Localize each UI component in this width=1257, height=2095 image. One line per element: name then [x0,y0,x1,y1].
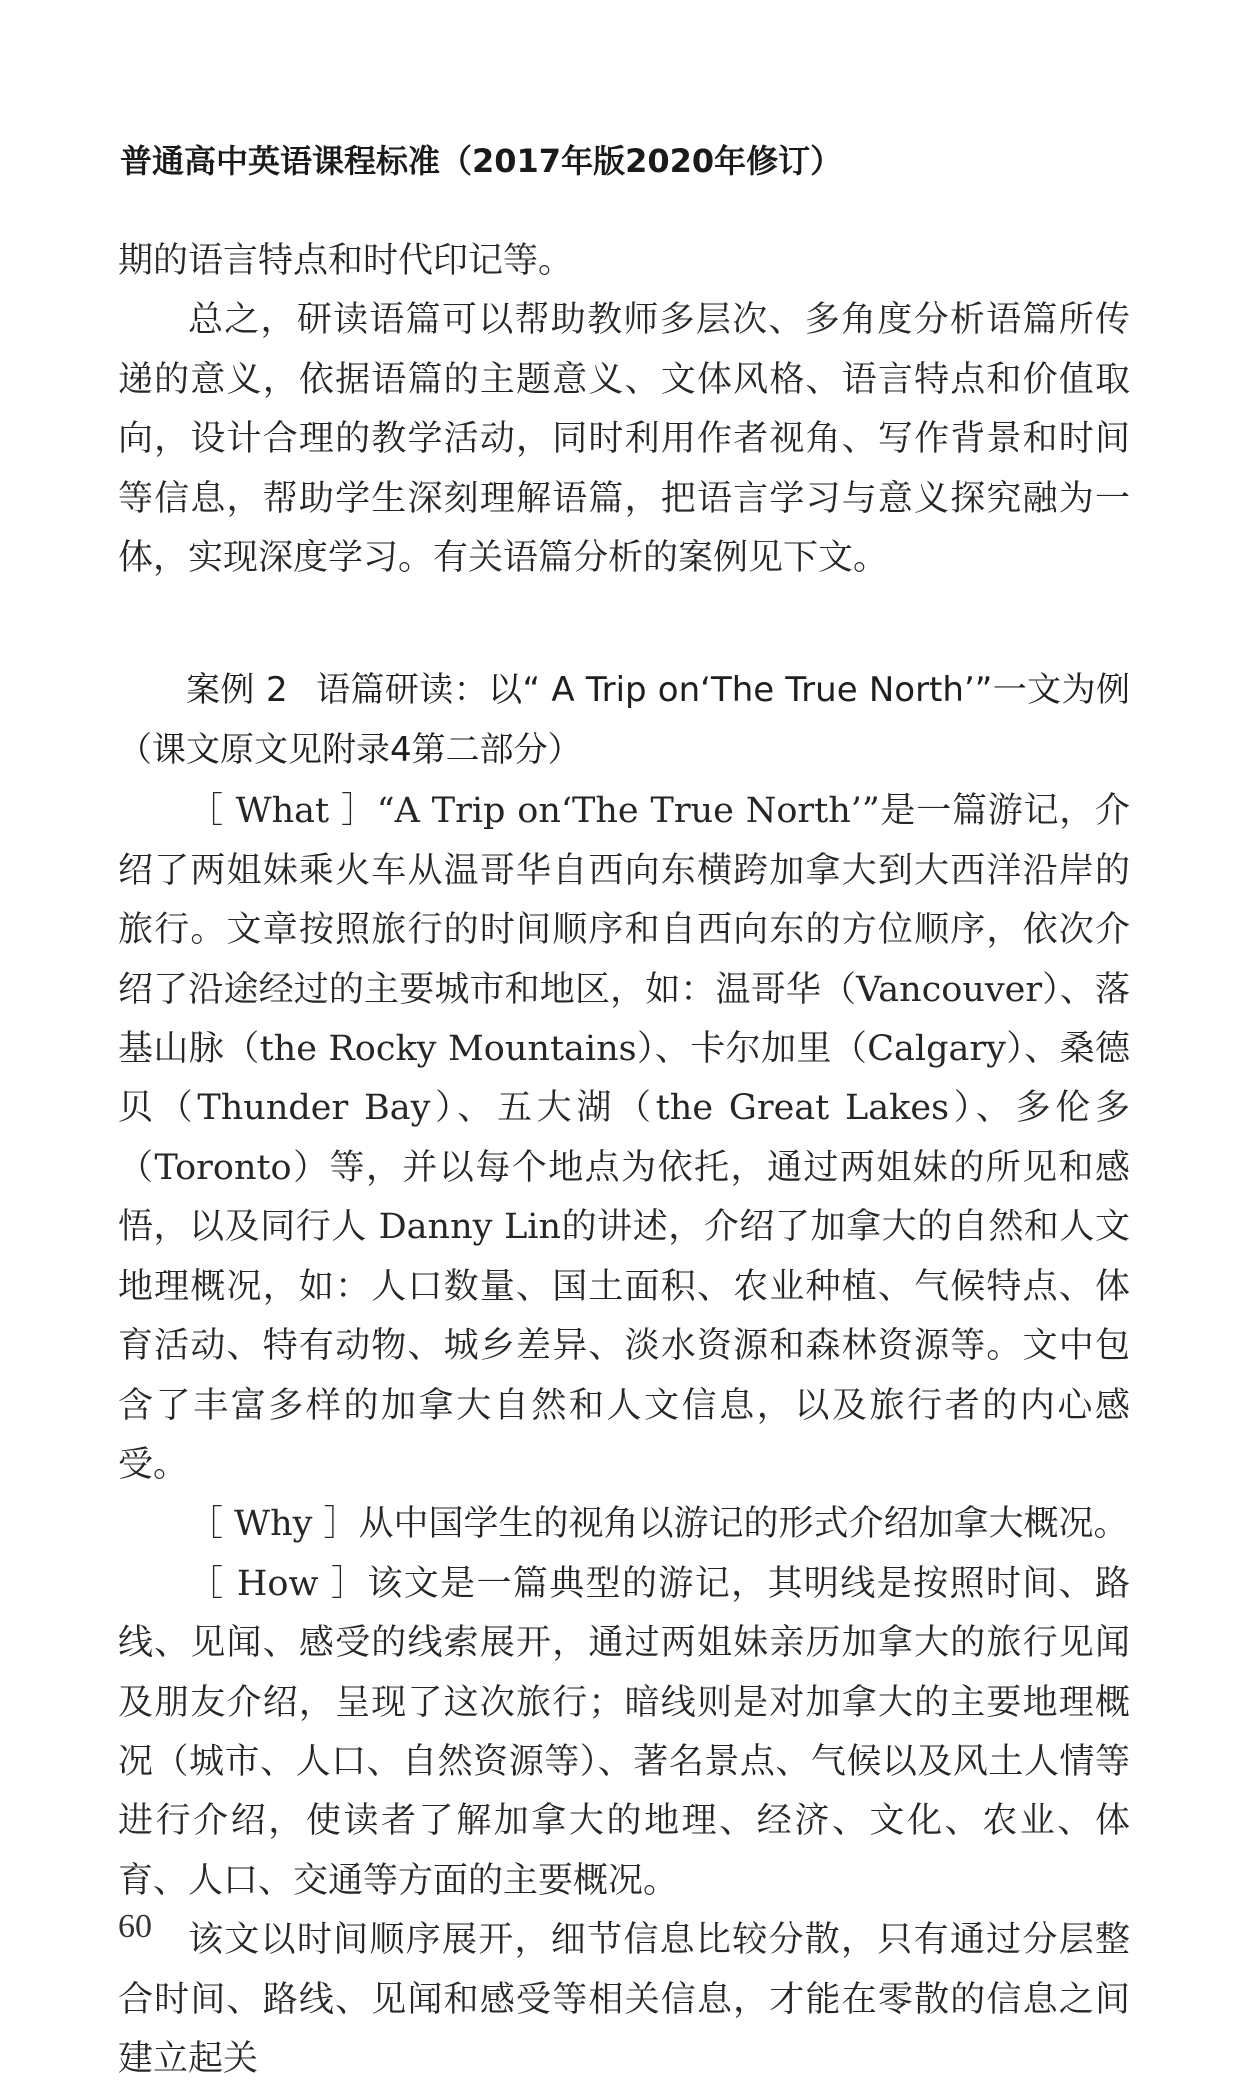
section-spacer [118,588,1130,660]
case-title: 语篇研读：以“ A Trip on‘The True North’”一文为例（课文原文见附录4第二部分） [118,670,1130,771]
how-tag: ［ How ］ [188,1563,368,1604]
how-paragraph [118,1555,1130,1911]
why-paragraph [118,1495,1130,1554]
what-text: “A Trip on‘The True North’”是一篇游记，介绍了两姐妹乘火车从温哥华自西向东横跨加拿大到大西洋沿岸的旅行。文章按照旅行的时间顺序和自西向东的方位顺序，依次介绍了沿途经过的主要城市和地区，如：温哥华（Vancouver）、落基山脉（the Rocky Mountains）、卡尔加里（Calgary）、桑德贝（Thunder Bay）、五大湖（the Great Lakes）、多伦多（Toronto）等，并以每个地点为依托，通过两姐妹的所见和感悟，以及同行人 Danny Lin的讲述，介绍了加拿大的自然和人文地理概况，如：人口数量、国土面积、农业种植、气候特点、体育活动、特有动物、城乡差异、淡水资源和森林资源等。文中包含了丰富多样的加拿大自然和人文信息，以及旅行者的内心感受。 [118,791,1130,1485]
why-tag: ［ Why ］ [188,1504,359,1545]
closing-paragraph: 该文以时间顺序展开，细节信息比较分散，只有通过分层整合时间、路线、见闻和感受等相关信息，才能在零散的信息之间建立起关 [118,1920,1130,2079]
case-heading [118,660,1130,780]
what-tag: ［ What ］ [188,791,377,832]
what-paragraph [118,782,1130,1495]
continuation-paragraph: 期的语言特点和时代印记等。 [118,241,574,281]
running-header-title: 普通高中英语课程标准（2017年版2020年修订） [120,142,843,180]
why-text: 从中国学生的视角以游记的形式介绍加拿大概况。 [358,1504,1129,1545]
how-text: 该文是一篇典型的游记，其明线是按照时间、路线、见闻、感受的线索展开，通过两姐妹亲历加拿大的旅行见闻及朋友介绍，呈现了这次旅行；暗线则是对加拿大的主要地理概况（城市、人口、自然资源等）、著名景点、气候以及风土人情等进行介绍，使读者了解加拿大的地理、经济、文化、农业、体育、人口、交通等方面的主要概况。 [118,1563,1130,1901]
page-number: 60 [118,1908,152,1945]
page-body [118,232,1130,2089]
case-label: 案例 2 [186,670,288,711]
summary-paragraph: 总之，研读语篇可以帮助教师多层次、多角度分析语篇所传递的意义，依据语篇的主题意义、文体风格、语言特点和价值取向，设计合理的教学活动，同时利用作者视角、写作背景和时间等信息，帮助学生深刻理解语篇，把语言学习与意义探究融为一体，实现深度学习。有关语篇分析的案例见下文。 [118,300,1130,579]
